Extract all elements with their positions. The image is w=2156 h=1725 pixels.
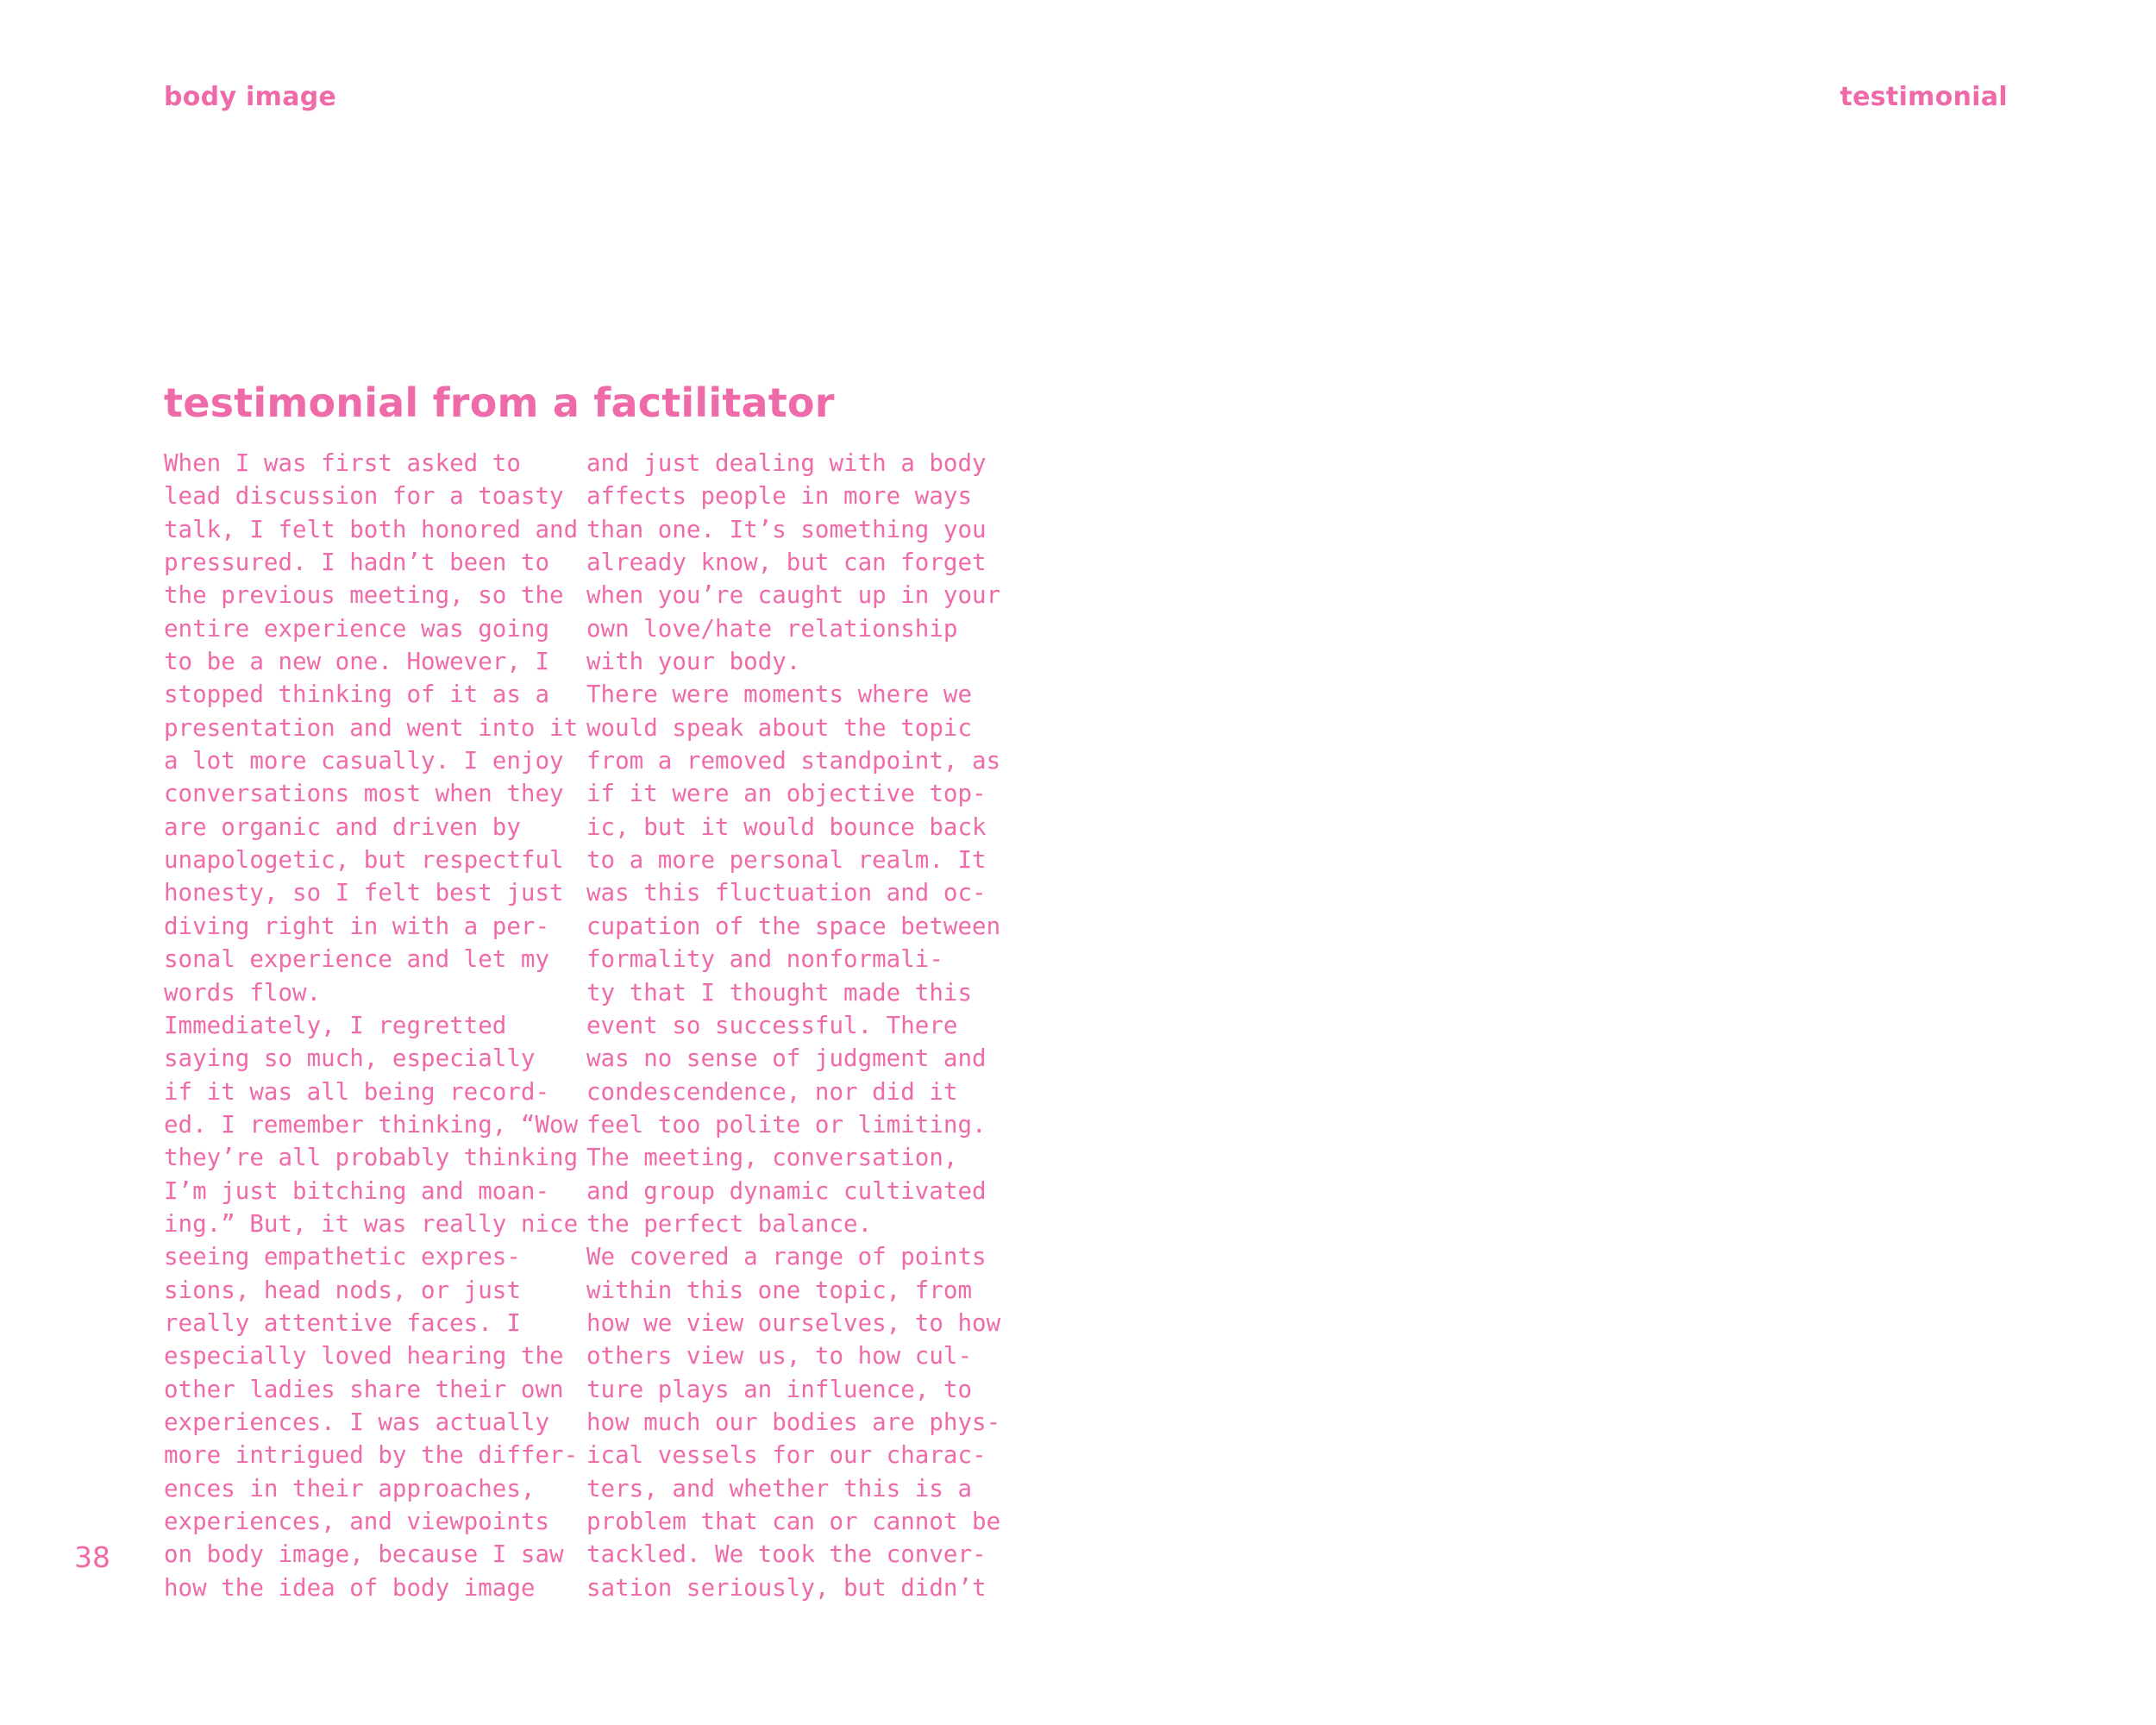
text-line: others view us, to how cul- [586, 1342, 973, 1371]
text-line: own love/hate relationship [586, 614, 958, 643]
text-line: ical vessels for our charac- [586, 1441, 987, 1470]
text-line: and just dealing with a body [586, 449, 987, 477]
text-line: from a removed standpoint, as [586, 747, 1001, 775]
text-line: talk, I felt both honored and [164, 515, 579, 543]
text-line: stopped thinking of it as a [164, 681, 550, 709]
text-line: pressured. I hadn’t been to [164, 549, 550, 577]
text-line: ters, and whether this is a [586, 1474, 973, 1502]
text-line: to be a new one. However, I [164, 648, 550, 676]
text-line: when you’re caught up in your [586, 581, 1001, 610]
text-line: lead discussion for a toasty [164, 482, 564, 511]
text-line: are organic and driven by [164, 812, 521, 841]
text-line: on body image, because I saw [164, 1540, 564, 1569]
text-line: with your body. [586, 648, 801, 676]
text-line: than one. It’s something you [586, 515, 987, 543]
text-line: cupation of the space between [586, 912, 1001, 940]
text-line: tackled. We took the conver- [586, 1540, 987, 1569]
text-line: There were moments where we [586, 681, 973, 709]
text-line: to a more personal realm. It [586, 846, 987, 875]
text-line: problem that can or cannot be [586, 1508, 1001, 1535]
text-line: how we view ourselves, to how [586, 1308, 1001, 1337]
text-line: affects people in more ways [586, 482, 973, 511]
text-line: diving right in with a per- [164, 912, 550, 940]
text-line: would speak about the topic [586, 713, 973, 742]
text-line: unapologetic, but respectful [164, 846, 564, 875]
text-line: ture plays an influence, to [586, 1375, 973, 1403]
page-number: 38 [74, 1540, 110, 1574]
text-line: the perfect balance. [586, 1209, 873, 1238]
text-line: if it was all being record- [164, 1077, 550, 1106]
text-line: We covered a range of points [586, 1243, 987, 1271]
text-line: really attentive faces. I [164, 1308, 521, 1337]
text-line: sation seriously, but didn’t [586, 1573, 987, 1602]
text-line: entire experience was going [164, 614, 550, 643]
text-line: was this fluctuation and oc- [586, 879, 987, 907]
text-line: ences in their approaches, [164, 1474, 536, 1502]
body-column-left [164, 447, 578, 1604]
text-line: formality and nonformali- [586, 945, 943, 974]
text-line: and group dynamic cultivated [586, 1176, 987, 1205]
text-line: how the idea of body image [164, 1573, 536, 1602]
running-head-section: body image [164, 82, 337, 112]
text-line: how much our bodies are phys- [586, 1408, 1001, 1436]
text-line: if it were an objective top- [586, 780, 987, 808]
text-line: honesty, so I felt best just [164, 879, 564, 907]
text-line: event so successful. There [586, 1011, 958, 1039]
text-line: The meeting, conversation, [586, 1144, 958, 1172]
text-line: a lot more casually. I enjoy [164, 747, 564, 775]
text-line: condescendence, nor did it [586, 1077, 958, 1106]
text-line: they’re all probably thinking [164, 1144, 579, 1172]
text-line: saying so much, especially [164, 1044, 536, 1073]
text-line: the previous meeting, so the [164, 581, 564, 610]
text-line: conversations most when they [164, 780, 564, 808]
text-line: ic, but it would bounce back [586, 812, 987, 841]
text-line: within this one topic, from [586, 1276, 973, 1304]
text-line: already know, but can forget [586, 549, 987, 577]
running-head-category: testimonial [1839, 82, 2008, 112]
text-line: experiences, and viewpoints [164, 1508, 550, 1535]
text-line: especially loved hearing the [164, 1342, 564, 1371]
body-column-right [586, 447, 1000, 1604]
text-line: presentation and went into it [164, 713, 579, 742]
text-line: was no sense of judgment and [586, 1044, 987, 1073]
text-line: seeing empathetic expres- [164, 1243, 521, 1271]
text-line: sonal experience and let my [164, 945, 550, 974]
text-line: ing.” But, it was really nice [164, 1209, 579, 1238]
text-line: ed. I remember thinking, “Wow [164, 1110, 579, 1138]
text-line: experiences. I was actually [164, 1408, 550, 1436]
article-title: testimonial from a factilitator [164, 380, 835, 426]
text-line: words flow. [164, 978, 322, 1007]
text-line: When I was first asked to [164, 449, 521, 477]
text-line: I’m just bitching and moan- [164, 1176, 550, 1205]
text-line: other ladies share their own [164, 1375, 564, 1403]
text-line: sions, head nods, or just [164, 1276, 521, 1304]
text-line: ty that I thought made this [586, 978, 973, 1007]
text-line: feel too polite or limiting. [586, 1110, 987, 1138]
text-line: Immediately, I regretted [164, 1011, 507, 1039]
text-line: more intrigued by the differ- [164, 1441, 579, 1470]
